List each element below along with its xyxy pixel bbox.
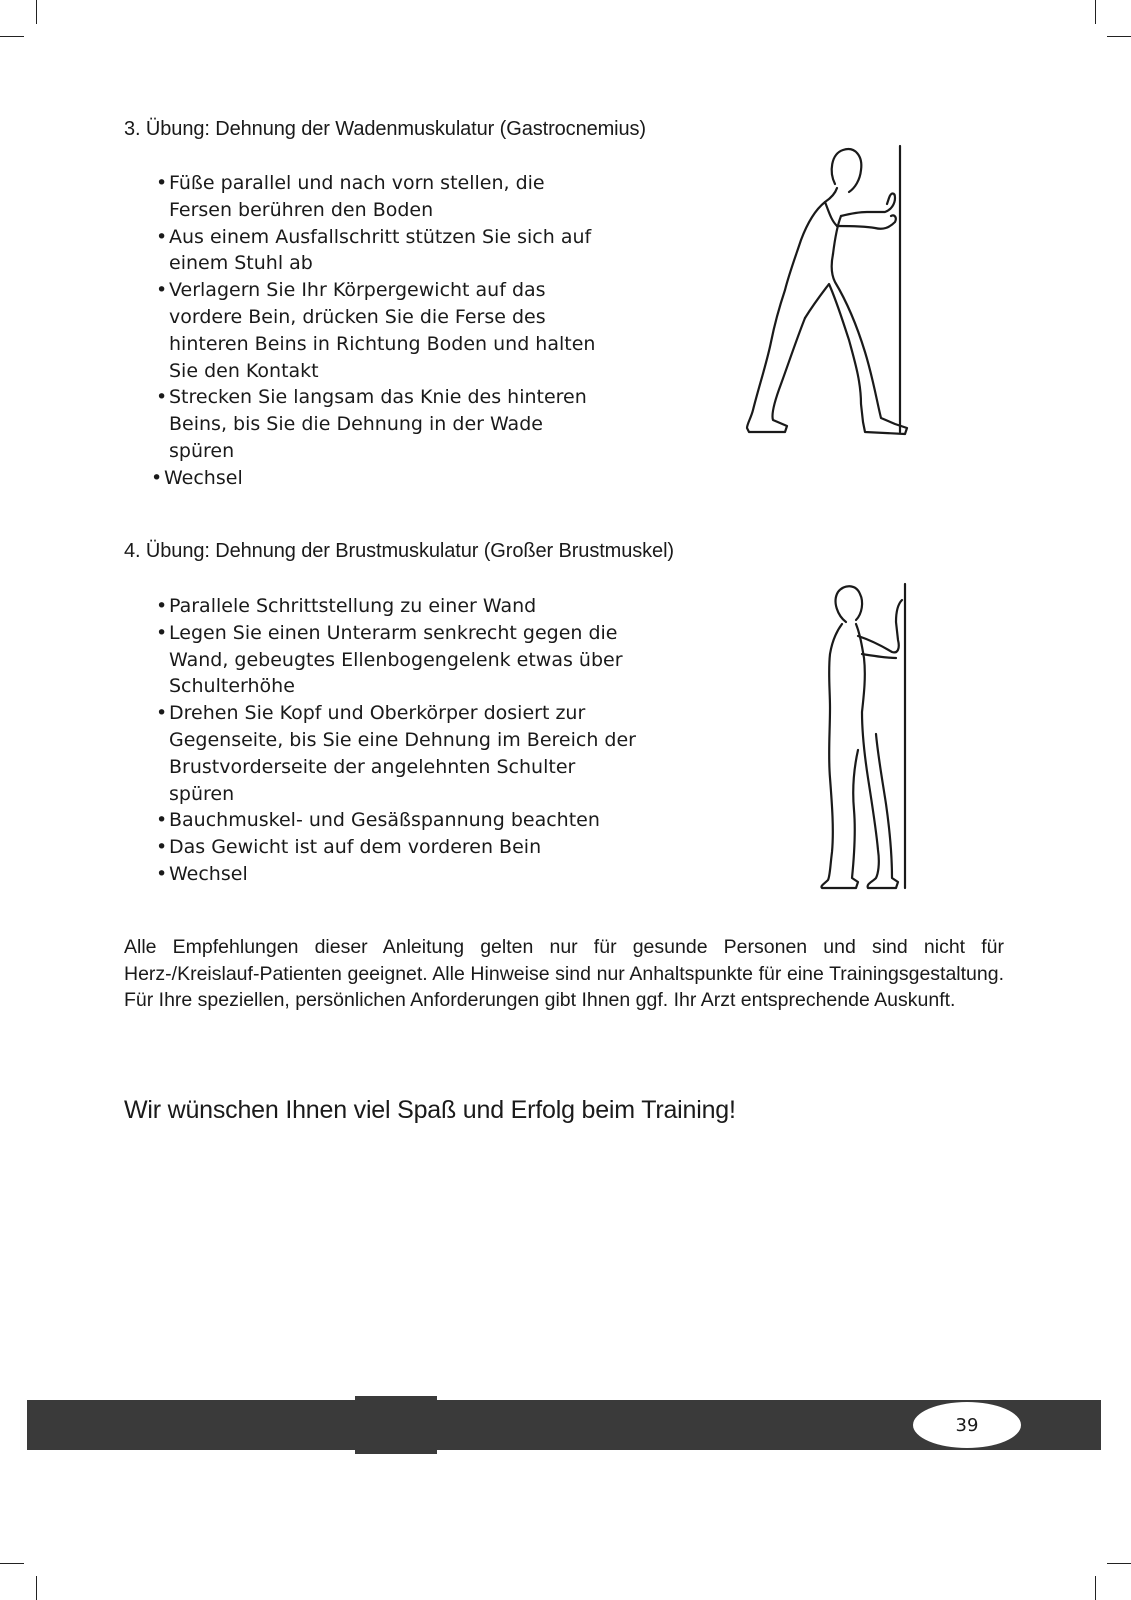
crop-mark — [1095, 1576, 1096, 1600]
list-item: • Strecken Sie langsam das Knie des hinteren Beins, bis Sie die Dehnung in der Wade spüren — [156, 384, 606, 464]
crop-mark — [36, 0, 37, 24]
list-item: • Füße parallel und nach vorn stellen, die Fersen berühren den Boden — [156, 170, 606, 224]
closing-message: Wir wünschen Ihnen viel Spaß und Erfolg beim Training! — [124, 1096, 736, 1124]
list-item: • Parallele Schrittstellung zu einer Wand — [156, 593, 646, 620]
list-item: • Bauchmuskel- und Gesäßspannung beachten — [156, 807, 646, 834]
chest-stretch-illustration — [812, 582, 922, 897]
crop-mark — [1107, 36, 1131, 37]
footer-bar-accent — [355, 1396, 437, 1454]
list-item: • Wechsel — [156, 861, 646, 888]
list-item: • Das Gewicht ist auf dem vorderen Bein — [156, 834, 646, 861]
crop-mark — [0, 36, 24, 37]
exercise-4-heading: 4. Übung: Dehnung der Brustmuskulatur (Großer Brustmuskel) — [124, 540, 674, 562]
list-item: • Aus einem Ausfallschritt stützen Sie sich auf einem Stuhl ab — [156, 224, 606, 278]
page-number: 39 — [955, 1414, 979, 1436]
list-item: • Legen Sie einen Unterarm senkrecht gegen die Wand, gebeugtes Ellenbogengelenk etwas über Schulterhöhe — [156, 620, 646, 700]
exercise-3-instructions — [156, 170, 606, 492]
exercise-3-heading: 3. Übung: Dehnung der Wadenmuskulatur (Gastrocnemius) — [124, 118, 646, 140]
crop-mark — [1095, 0, 1096, 24]
crop-mark — [0, 1563, 24, 1564]
list-item: • Drehen Sie Kopf und Oberkörper dosiert zur Gegenseite, bis Sie eine Dehnung im Bereich der Brustvorderseite der angelehnten Schulter spüren — [156, 700, 646, 807]
list-item: • Wechsel — [151, 465, 606, 492]
health-notice: Alle Empfehlungen dieser Anleitung gelten nur für gesunde Personen und sind nicht für Herz-/Kreislauf-Patienten geeignet. Alle Hinweise sind nur Anhaltspunkte für eine Trainingsgestaltung. Für Ihre speziellen, persönlichen Anforderungen gibt Ihnen ggf. Ihr Arzt entsprechende Auskunft. — [124, 936, 1004, 1011]
crop-mark — [36, 1576, 37, 1600]
calf-stretch-illustration — [745, 142, 925, 452]
exercise-4-instructions — [156, 593, 646, 888]
crop-mark — [1107, 1563, 1131, 1564]
page-number-badge — [913, 1402, 1021, 1448]
list-item: • Verlagern Sie Ihr Körpergewicht auf das vordere Bein, drücken Sie die Ferse des hinteren Beins in Richtung Boden und halten Sie den Kontakt — [156, 277, 606, 384]
